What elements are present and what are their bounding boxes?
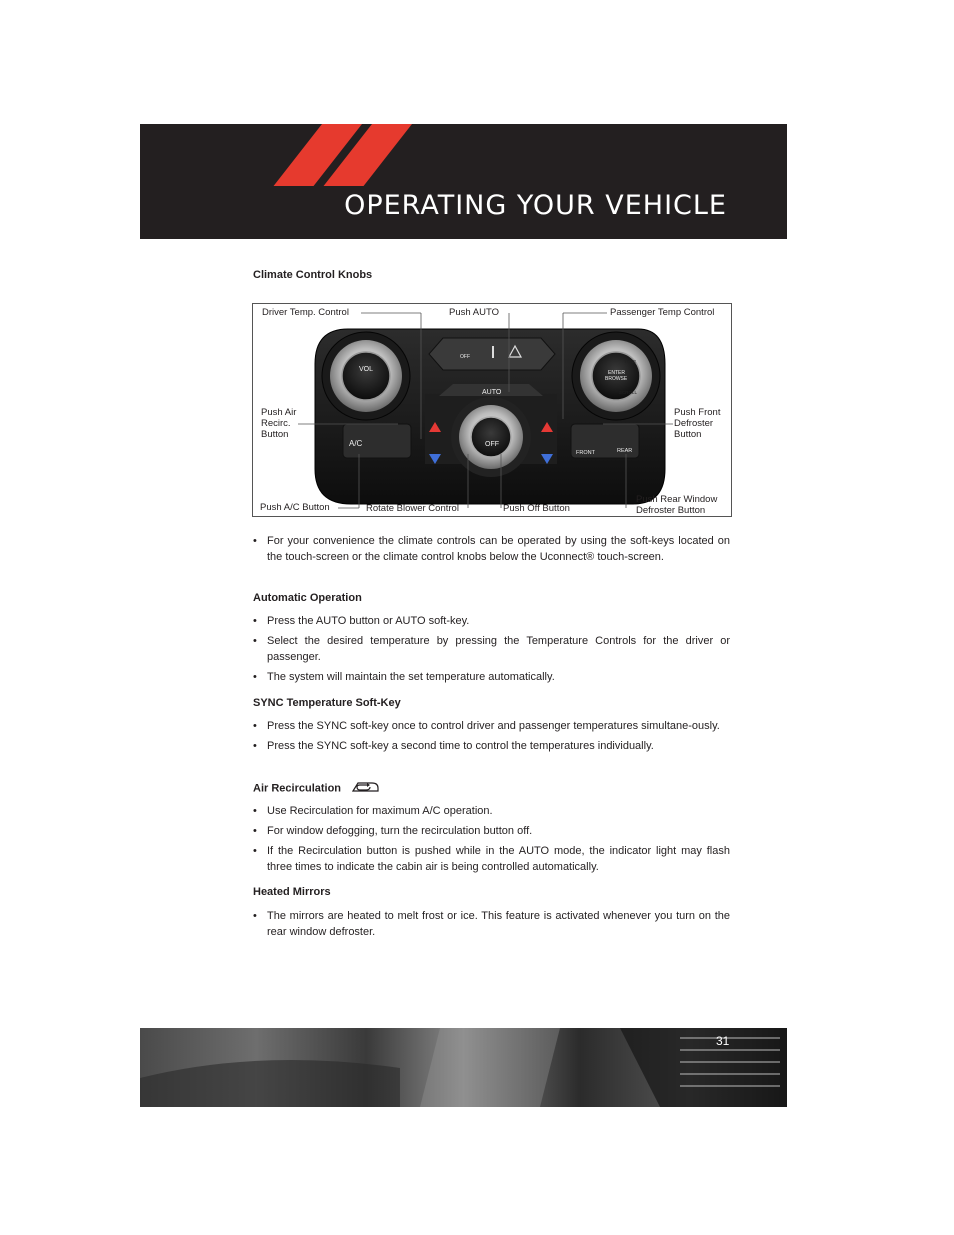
list-item: • Use Recirculation for maximum A/C operation. [253,803,730,819]
climate-control-panel [253,304,731,516]
chapter-header [140,124,787,239]
list-item: • Press the SYNC soft-key once to control driver and passenger temperatures simultane-ously. [253,718,730,734]
label-push-front-3: Button [674,429,702,440]
panel-scroll-text: SCROLL [619,390,638,395]
panel-tune-text: TUNE [624,359,637,364]
list-item: • The system will maintain the set temperature automatically. [253,669,730,685]
panel-browse-text: BROWSE [605,376,628,382]
page-number: 31 [716,1034,730,1048]
list-item: • If the Recirculation button is pushed while in the AUTO mode, the indicator light may flash three times to indicate the cabin air is being controlled automatically. [253,843,730,875]
panel-rear-text: REAR [617,448,633,454]
panel-enter-text: ENTER [608,370,625,376]
list-item: • Press the SYNC soft-key a second time to control the temperatures individually. [253,738,730,754]
section-heading-recirc [253,780,380,797]
list-item: • For your convenience the climate controls can be operated by using the soft-keys located on the touch-screen or the climate control knobs below the Uconnect® touch-screen. [253,533,730,565]
panel-off-text: OFF [485,441,499,448]
panel-vol-text: VOL [359,366,374,373]
list-item: • The mirrors are heated to melt frost or ice. This feature is activated whenever you turn on the rear window defroster. [253,908,730,940]
auto-bullet-list [253,613,730,689]
mirrors-bullet-list [253,908,730,944]
label-push-auto: Push AUTO [449,307,499,318]
chapter-title: OPERATING YOUR VEHICLE [344,190,727,221]
recirc-bullet-list [253,803,730,879]
panel-auto-text: AUTO [482,389,502,396]
list-item: • Select the desired temperature by pressing the Temperature Controls for the driver or passenger. [253,633,730,665]
label-driver-temp: Driver Temp. Control [262,307,349,318]
recirc-heading-text: Air Recirculation [253,782,342,795]
list-item: • For window defogging, turn the recirculation button off. [253,823,730,839]
sync-bullet-list [253,718,730,758]
panel-ac-text: A/C [349,439,363,448]
section-heading-mirrors: Heated Mirrors [253,886,331,898]
label-push-off: Push Off Button [503,503,570,514]
recirculation-icon [350,780,380,797]
label-passenger-temp: Passenger Temp Control [610,307,715,318]
footer-image [140,1028,787,1107]
intro-bullet-list [253,533,730,569]
label-push-front-1: Push Front [674,407,721,418]
label-push-front-2: Defroster [674,418,714,429]
panel-front-text: FRONT [576,450,595,456]
label-push-air-3: Button [261,429,289,440]
label-push-ac: Push A/C Button [260,502,330,513]
label-push-rear-1: Push Rear Window [636,494,718,505]
section-heading-sync: SYNC Temperature Soft-Key [253,697,401,709]
list-item: • Press the AUTO button or AUTO soft-key. [253,613,730,629]
climate-control-figure [252,303,732,517]
label-rotate-blower: Rotate Blower Control [366,503,459,514]
label-push-rear-2: Defroster Button [636,505,706,516]
section-heading-auto: Automatic Operation [253,592,362,604]
label-push-air-1: Push Air [261,407,297,418]
panel-esc-off-text: OFF [460,354,470,360]
section-heading-climate-knobs: Climate Control Knobs [253,269,373,281]
footer-band [140,1028,787,1107]
label-push-air-2: Recirc. [261,418,291,429]
